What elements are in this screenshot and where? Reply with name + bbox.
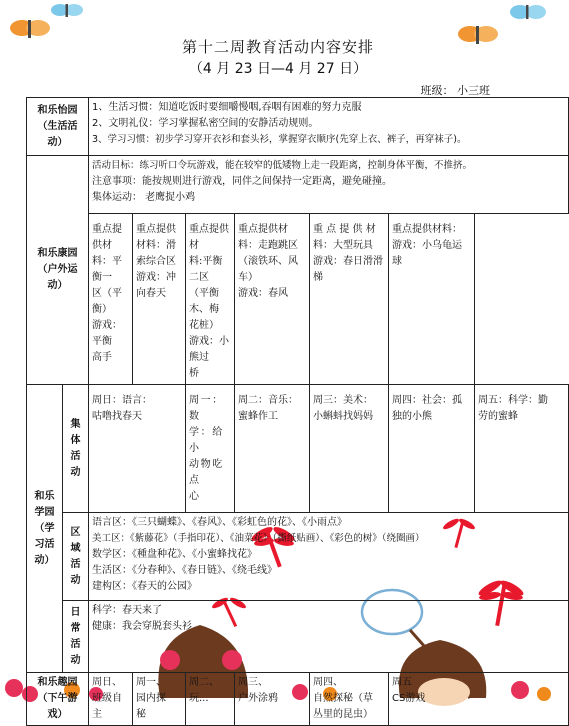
- life-section-title: 和乐怡园 （生活活 动）: [27, 98, 89, 156]
- area-line: 语言区：《三只蝴蝶》、《春风》、《彩虹色的花》、《小雨点》: [92, 517, 347, 528]
- outdoor-notes: 注意事项：能按规则进行游戏，同伴之间保持一定距离，避免碰撞。: [92, 176, 392, 187]
- outdoor-group-game: 集体运动： 老鹰捉小鸡: [92, 192, 196, 203]
- group-day-sunday: 周日：语言： 咕噜找春天: [89, 385, 186, 513]
- group-day-friday: 周五：科学：勤 劳的蜜蜂: [475, 385, 569, 513]
- outdoor-day-thursday: 重 点 提 供 材 料：大型玩具 游戏：春日滑滑 梯: [310, 214, 389, 385]
- outdoor-day-wednesday: 重点提供材 料：走跑跳区 （滚铁环、风 车） 游戏：春风: [235, 214, 310, 385]
- group-activity-title: 集 体 活 动: [63, 385, 89, 513]
- page-subtitle: （4 月 23 日—4 月 27 日）: [188, 61, 368, 77]
- games-day-sunday: 周日、 班级自 主: [89, 673, 133, 726]
- games-day-monday: 周一、 园内探 秘: [133, 673, 186, 726]
- outdoor-goal: 活动目标：练习听口令玩游戏，能在较窄的低矮物上走一段距离，控制身体平衡，不推挤。: [92, 160, 473, 171]
- life-item: 2、文明礼仪：学习掌握私密空间的安静活动规则。: [92, 118, 319, 129]
- class-name: 小三班: [457, 84, 490, 97]
- outdoor-day-monday: 重点提供 材料：滑 索综合区 游戏：冲 向春天: [133, 214, 186, 385]
- area-line: 生活区：《分春种》、《春日链》、《绕毛线》: [92, 565, 277, 576]
- area-line: 美工区：《紫藤花》（手指印花）、《油菜花》（撕纸贴画）、《彩色的树》（绕圈画）: [92, 533, 425, 544]
- area-activity-list: [89, 513, 569, 601]
- area-line: 建构区：《春天的公园》: [92, 581, 197, 592]
- page-title: 第十二周教育活动内容安排: [181, 38, 374, 56]
- class-label: 班级：: [420, 84, 454, 97]
- daily-activity-list: [89, 601, 569, 673]
- outdoor-days-row: [27, 214, 569, 385]
- butterfly-icon: [458, 5, 546, 44]
- daily-line: 科学：春天来了: [92, 605, 162, 616]
- daily-line: 健康：我会穿脱套头衫: [92, 621, 192, 632]
- games-day-friday: 周五 CS游戏: [389, 673, 569, 726]
- outdoor-day-sunday: 重点提供材 料：平衡一 区（平衡） 游戏：平衡 高手: [89, 214, 133, 385]
- learning-section-title: 和乐 学园 （学 习活 动）: [27, 385, 63, 673]
- group-day-thursday: 周四：社会：孤 独的小熊: [389, 385, 475, 513]
- games-day-wednesday: 周三、 户外涂鸦: [235, 673, 310, 726]
- games-section-title: 和乐趣园 （下午游 戏）: [27, 673, 89, 726]
- life-item: 1、生活习惯：知道吃饭时要细嚼慢咽,吞咽有困难的努力克服: [92, 102, 362, 113]
- area-activity-title: 区 域 活 动: [63, 513, 89, 601]
- activity-plan-table: [26, 97, 569, 726]
- games-day-thursday: 周四、 自然探秘（草 丛里的昆虫）: [310, 673, 389, 726]
- games-day-tuesday: 周二、 玩...: [186, 673, 235, 726]
- outdoor-section-title: 和乐康园 （户外运 动）: [27, 156, 89, 385]
- life-items: [89, 98, 569, 156]
- group-activity-row: [27, 385, 569, 513]
- outdoor-goals: [89, 156, 569, 214]
- group-day-tuesday: 周二：音乐： 蜜蜂作工: [235, 385, 310, 513]
- group-day-monday: 周一：数 学：给小 动物吃点 心: [186, 385, 235, 513]
- life-activity-row: [27, 98, 569, 156]
- group-day-wednesday: 周三：美术： 小蝌蚪找妈妈: [310, 385, 389, 513]
- outdoor-goals-row: [27, 156, 569, 214]
- life-item: 3、学习习惯：初步学习穿开衣衫和套头衫，掌握穿衣顺序(先穿上衣、裤子，再穿袜子)。: [92, 134, 467, 145]
- outdoor-day-tuesday: 重点提供材 料:平衡二区 （平衡木、梅 花桩） 游戏：小熊过 桥: [186, 214, 235, 385]
- outdoor-day-friday: 重点提供材料： 游戏：小乌龟运 球: [389, 214, 475, 385]
- area-activity-row: [27, 513, 569, 601]
- butterfly-icon: [10, 4, 83, 38]
- daily-activity-title: 日 常 活 动: [63, 601, 89, 673]
- games-row: [27, 673, 569, 726]
- area-line: 数学区：《種盘种花》、《小蜜蜂找花》: [92, 549, 257, 560]
- daily-activity-row: [27, 601, 569, 673]
